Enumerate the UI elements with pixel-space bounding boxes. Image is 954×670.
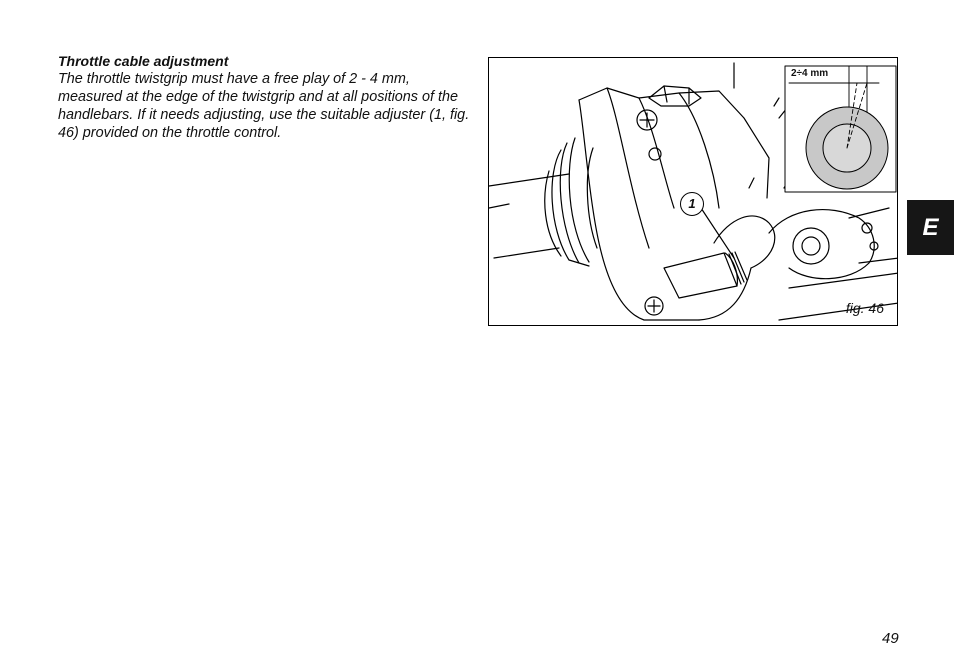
section-heading: Throttle cable adjustment	[58, 53, 229, 69]
free-play-label: 2÷4 mm	[791, 68, 829, 79]
figure-46	[488, 57, 898, 326]
page-number: 49	[882, 630, 899, 647]
section-tab: E	[907, 200, 954, 255]
adjuster-callout: 1	[680, 192, 704, 216]
figure-caption: fig. 46	[845, 300, 884, 316]
body-paragraph: The throttle twistgrip must have a free play of 2 - 4 mm, measured at the edge of the twistgrip and at all positions of the handlebars. If it needs adjusting, use the suitable adjuster (1, fig. 46) provided on the throttle control.	[58, 71, 470, 141]
